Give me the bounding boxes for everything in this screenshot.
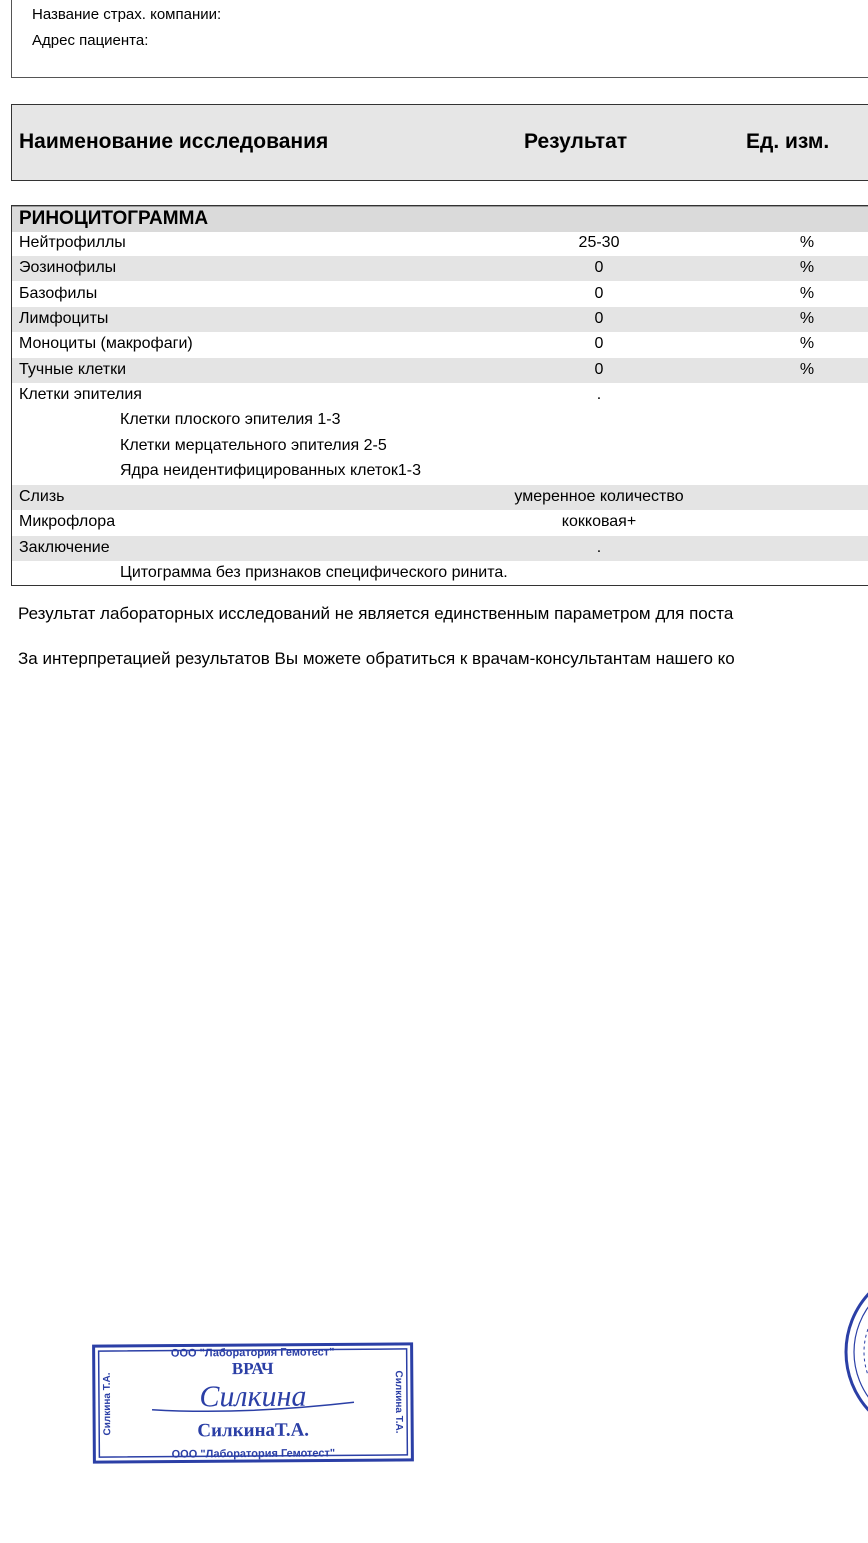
test-name: Лимфоциты: [19, 310, 109, 327]
test-result: 0: [594, 259, 604, 276]
test-name: Микрофлора: [19, 513, 116, 530]
test-subitem: Ядра неидентифицированных клеток1-3: [120, 462, 422, 479]
table-row: [12, 485, 868, 510]
section-header-row: [12, 206, 868, 232]
table-row: [12, 561, 868, 586]
test-result: .: [596, 386, 602, 403]
test-result: 0: [594, 310, 604, 327]
test-subitem: Клетки плоского эпителия 1-3: [120, 411, 341, 428]
table-row: [12, 536, 868, 561]
results-table: [11, 205, 868, 586]
stamp-title: ВРАЧ: [231, 1358, 274, 1379]
test-unit: %: [799, 285, 815, 302]
patient-info-box: [11, 0, 868, 78]
test-name: Нейтрофиллы: [19, 234, 126, 251]
table-row: [12, 332, 868, 357]
table-row: [12, 307, 868, 332]
table-header: [11, 104, 868, 181]
conclusion-text: Цитограмма без признаков специфического ринита.: [120, 564, 508, 581]
test-result: 0: [594, 285, 604, 302]
round-seal: [842, 1262, 868, 1442]
header-result-column: Результат: [524, 130, 628, 153]
insurance-company-label: Название страх. компании:: [32, 6, 222, 23]
disclaimer-note: Результат лабораторных исследований не является единственным параметром для поста: [18, 604, 734, 623]
test-result: 0: [594, 335, 604, 352]
stamp-side-text-right: Силкина Т.А.: [392, 1370, 405, 1434]
test-name: Слизь: [19, 488, 65, 505]
test-name: Моноциты (макрофаги): [19, 335, 193, 352]
test-unit: %: [799, 361, 815, 378]
test-name: Клетки эпителия: [19, 386, 142, 403]
test-unit: %: [799, 310, 815, 327]
table-row: [12, 282, 868, 307]
table-row: [12, 383, 868, 408]
test-subitem: Клетки мерцательного эпителия 2-5: [120, 437, 387, 454]
test-name: Заключение: [19, 539, 110, 556]
table-row: [12, 434, 868, 459]
test-result: кокковая+: [561, 513, 637, 530]
table-row: [12, 256, 868, 281]
test-result: 25-30: [578, 234, 620, 251]
test-name: Эозинофилы: [19, 259, 117, 276]
section-title: РИНОЦИТОГРАММА: [19, 208, 209, 229]
table-row: [12, 231, 868, 256]
test-name: Тучные клетки: [19, 361, 127, 378]
test-unit: %: [799, 335, 815, 352]
stamp-signature: Силкина: [199, 1379, 307, 1414]
stamp-top-text: ООО "Лаборатория Гемотест": [170, 1346, 335, 1360]
test-result: 0: [594, 361, 604, 378]
stamp-name: СилкинаТ.А.: [197, 1419, 310, 1442]
test-result: .: [596, 539, 602, 556]
test-unit: %: [799, 259, 815, 276]
table-row: [12, 408, 868, 433]
test-result: умеренное количество: [514, 488, 684, 505]
consultation-note: За интерпретацией результатов Вы можете обратиться к врачам-консультантам нашего ко: [18, 649, 735, 668]
test-name: Базофилы: [19, 285, 98, 302]
table-row: [12, 358, 868, 383]
header-name-column: Наименование исследования: [19, 130, 329, 153]
patient-address-label: Адрес пациента:: [32, 32, 149, 49]
doctor-stamp: [92, 1342, 415, 1464]
stamp-bottom-text: ООО "Лаборатория Гемотест": [171, 1447, 336, 1461]
table-row: [12, 510, 868, 535]
stamp-side-text-left: Силкина Т.А.: [101, 1372, 114, 1436]
table-row: [12, 459, 868, 484]
header-unit-column: Ед. изм.: [746, 130, 830, 153]
test-unit: %: [799, 234, 815, 251]
